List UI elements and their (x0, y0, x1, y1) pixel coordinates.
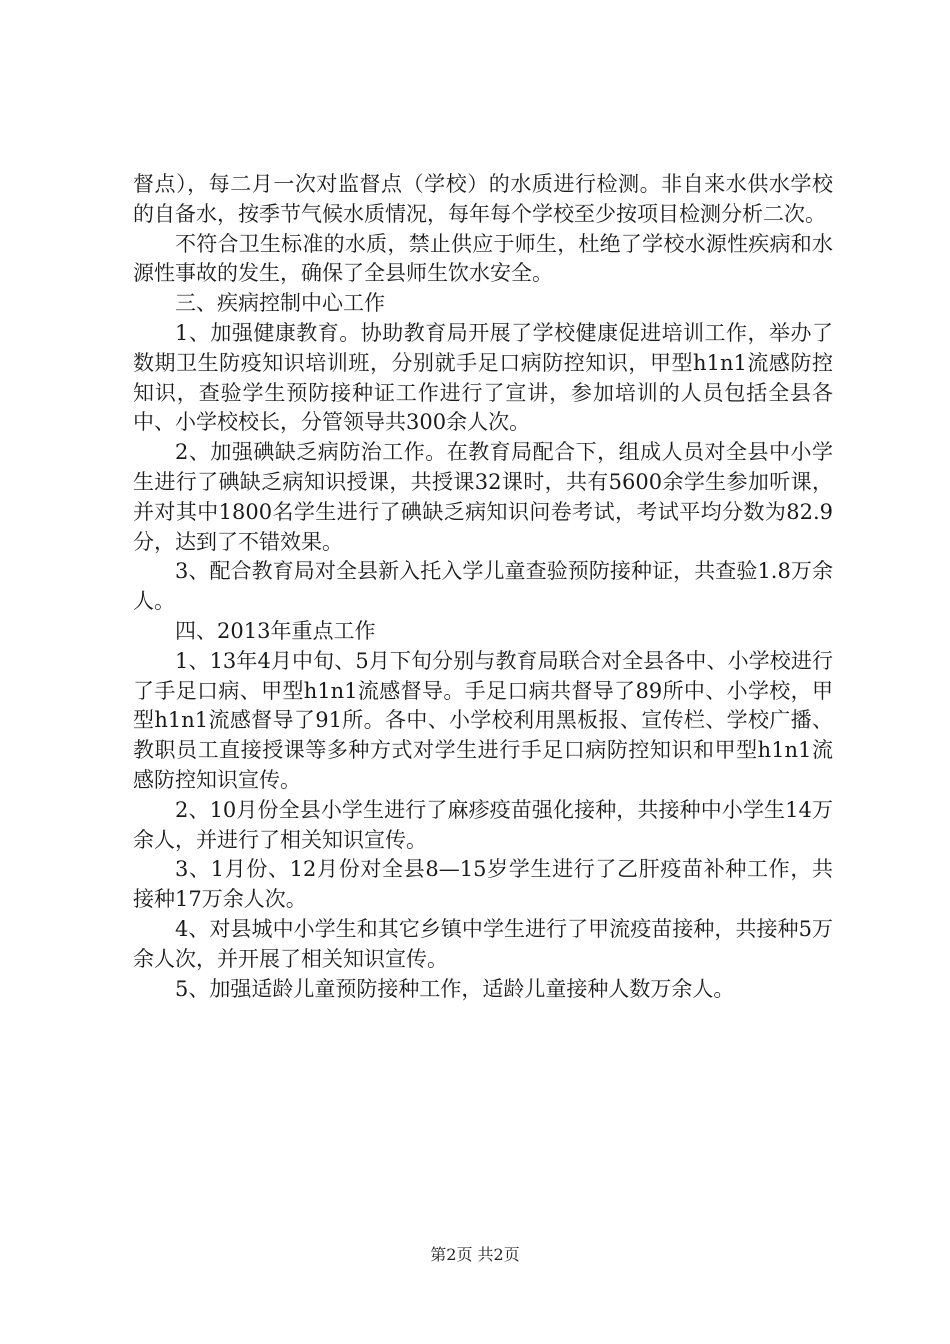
paragraph-4: 1、加强健康教育。协助教育局开展了学校健康促进培训工作，举办了数期卫生防疫知识培训班，分别就手足口病防控知识，甲型h1n1流感防控知识，查验学生预防接种证工作进行了宣讲，参加培训的人员包括全县各中、小学校校长，分管领导共300余人次。 (133, 320, 833, 435)
paragraph-9: 2、10月份全县小学生进行了麻疹疫苗强化接种，共接种中小学生14万余人，并进行了相关知识宣传。 (133, 797, 833, 852)
paragraph-5: 2、加强碘缺乏病防治工作。在教育局配合下，组成人员对全县中小学生进行了碘缺乏病知识授课，共授课32课时，共有5600余学生参加听课，并对其中1800名学生进行了碘缺乏病知识问卷考试，考试平均分数为82.9分，达到了不错效果。 (133, 440, 833, 554)
paragraph-6: 3、配合教育局对全县新入托入学儿童查验预防接种证，共查验1.8万余人。 (133, 559, 833, 614)
document-body (133, 170, 833, 1004)
section-heading-3: 三、疾病控制中心工作 (175, 291, 385, 316)
paragraph-11: 4、对县城中小学生和其它乡镇中学生进行了甲流疫苗接种，共接种5万余人次，并开展了相关知识宣传。 (133, 916, 833, 971)
page-footer (0, 1245, 950, 1265)
paragraph-8: 1、13年4月中旬、5月下旬分别与教育局联合对全县各中、小学校进行了手足口病、甲型h1n1流感督导。手足口病共督导了89所中、小学校，甲型h1n1流感督导了91所。各中、小学校利用黑板报、宣传栏、学校广播、教职员工直接授课等多种方式对学生进行手足口病防控知识和甲型h1n1流感防控知识宣传。 (133, 648, 833, 792)
paragraph-10: 3、1月份、12月份对全县8—15岁学生进行了乙肝疫苗补种工作，共接种17万余人次。 (133, 857, 833, 912)
section-heading-4: 四、2013年重点工作 (175, 618, 376, 643)
paragraph-2: 不符合卫生标准的水质，禁止供应于师生，杜绝了学校水源性疾病和水源性事故的发生，确保了全县师生饮水安全。 (133, 231, 833, 286)
paragraph-12: 5、加强适龄儿童预防接种工作，适龄儿童接种人数万余人。 (175, 976, 735, 1001)
page-number-label: 第2页 共2页 (430, 1245, 520, 1264)
paragraph-1: 督点），每二月一次对监督点（学校）的水质进行检测。非自来水供水学校的自备水，按季节气候水质情况，每年每个学校至少按项目检测分析二次。 (133, 172, 833, 226)
